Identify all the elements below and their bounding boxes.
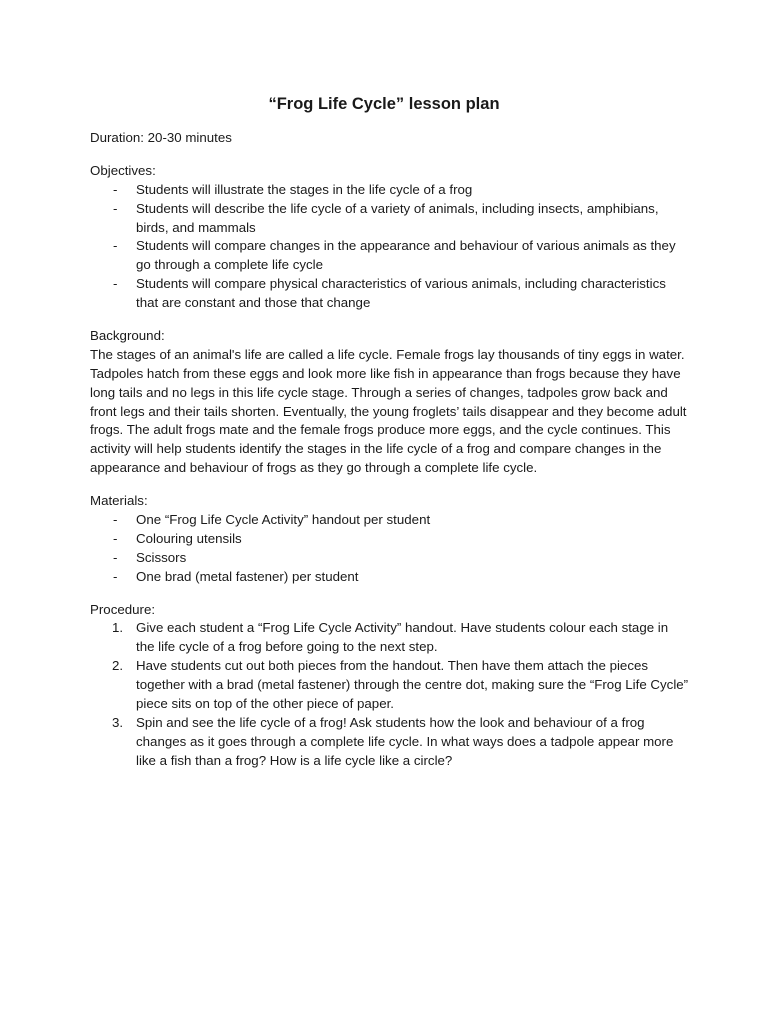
list-item <box>90 200 690 238</box>
bullet-marker: - <box>113 511 118 527</box>
procedure-step-text: Have students cut out both pieces from the handout. Then have them attach the pieces together with a brad (metal fastener) through the centre dot, making sure the “Frog Life Cycle” piece sits on top of the other piece of paper. <box>136 658 689 712</box>
material-text: One “Frog Life Cycle Activity” handout per student <box>136 511 431 527</box>
materials-heading: Materials: <box>90 493 148 509</box>
procedure-list <box>90 619 690 770</box>
list-item <box>90 237 690 275</box>
objective-text: Students will describe the life cycle of a variety of animals, including insects, amphibians, birds, and mammals <box>136 200 659 235</box>
objective-text: Students will compare changes in the appearance and behaviour of various animals as they go through a complete life cycle <box>136 238 676 273</box>
number-marker: 2. <box>112 658 124 674</box>
list-item <box>90 275 690 313</box>
material-text: One brad (metal fastener) per student <box>136 568 359 584</box>
background-heading: Background: <box>90 327 165 343</box>
bullet-marker: - <box>113 238 118 254</box>
bullet-marker: - <box>113 181 118 197</box>
material-text: Scissors <box>136 549 187 565</box>
duration-text: Duration: 20-30 minutes <box>90 130 232 145</box>
document-body <box>90 129 690 771</box>
bullet-marker: - <box>113 568 118 584</box>
objective-text: Students will illustrate the stages in the life cycle of a frog <box>136 181 473 197</box>
objectives-list <box>90 181 690 313</box>
list-item <box>90 568 690 587</box>
number-marker: 1. <box>112 620 124 636</box>
objectives-heading: Objectives: <box>90 162 156 178</box>
number-marker: 3. <box>112 714 124 730</box>
list-item <box>90 549 690 568</box>
list-item <box>90 530 690 549</box>
list-item <box>90 714 690 771</box>
background-text: The stages of an animal's life are called a life cycle. Female frogs lay thousands of tiny eggs in water. Tadpoles hatch from these eggs and look more like fish in appearance than frogs because they have long tails and no legs in this life cycle stage. Through a series of changes, tadpoles grow back and front legs and their tails shorten. Eventually, the young froglets’ tails disappear and they become adult frogs. The adult frogs mate and the female frogs produce more eggs, and the cycle continues. This activity will help students identify the stages in the life cycle of a frog and compare changes in the appearance and behaviour of frogs as they go through a complete life cycle. <box>90 346 687 476</box>
objective-text: Students will compare physical characteristics of various animals, including characteristics that are constant and those that change <box>136 276 666 311</box>
procedure-heading: Procedure: <box>90 601 156 617</box>
bullet-marker: - <box>113 549 118 565</box>
page-title: “Frog Life Cycle” lesson plan <box>268 95 500 113</box>
bullet-marker: - <box>113 276 118 292</box>
bullet-marker: - <box>113 530 118 546</box>
material-text: Colouring utensils <box>136 530 242 546</box>
procedure-step-text: Spin and see the life cycle of a frog! Ask students how the look and behaviour of a frog changes as it goes through a complete life cycle. In what ways does a tadpole appear more like a fish than a frog? How is a life cycle like a circle? <box>136 714 674 768</box>
bullet-marker: - <box>113 200 118 216</box>
list-item <box>90 657 690 714</box>
list-item <box>90 511 690 530</box>
list-item <box>90 181 690 200</box>
materials-list <box>90 511 690 587</box>
list-item <box>90 619 690 657</box>
procedure-step-text: Give each student a “Frog Life Cycle Activity” handout. Have students colour each stage in the life cycle of a frog before going to the next step. <box>136 620 669 655</box>
